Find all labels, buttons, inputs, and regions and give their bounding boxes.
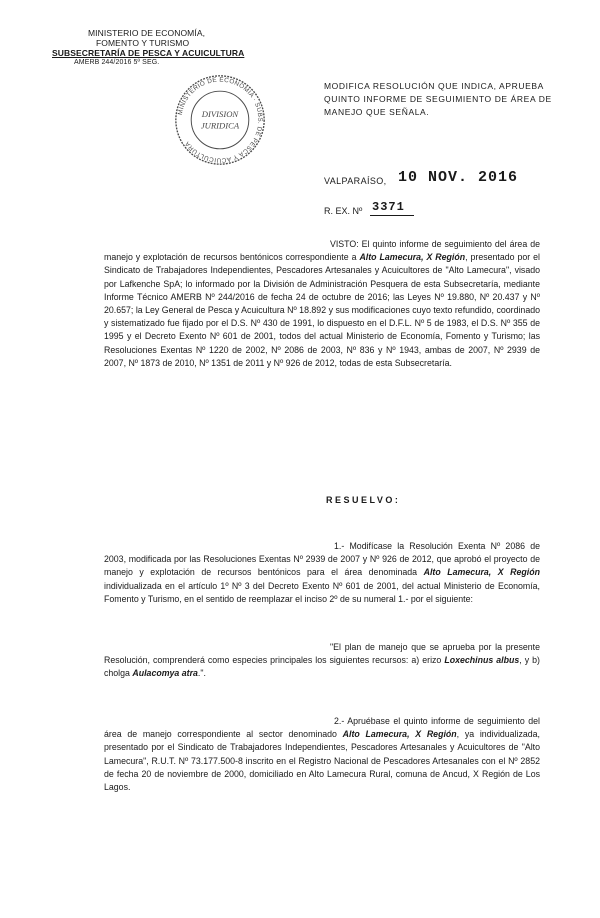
stamp-inner-line-2: JURIDICA bbox=[200, 120, 240, 131]
article-1-text-a: 1.- Modifícase la Resolución Exenta Nº 2086 de 2003, modificada por las Resoluciones Exentas Nº 2939 de 2007 y Nº 926 de 2012, que aprobó el proyecto de manejo y explotación de recursos bentónicos para el área denominada bbox=[104, 541, 540, 578]
title-line-1: MODIFICA RESOLUCIÓN QUE INDICA, APRUEBA bbox=[324, 81, 544, 91]
issue-date: 10 NOV. 2016 bbox=[398, 169, 519, 186]
quote-text-c: .". bbox=[197, 668, 206, 679]
article-1-text-b: individualizada en el artículo 1º Nº 3 del Decreto Exento Nº 601 de 2001, del actual Ministerio de Economía, Fomento y Turismo, en el sentido de reemplazar el inciso 2º de su numeral 1.- por el siguiente: bbox=[104, 580, 540, 604]
header-line-4: AMERB 244/2016 5º SEG. bbox=[74, 59, 160, 66]
visto-area-name: Alto Lamecura, X Región bbox=[359, 252, 466, 263]
quote-text-b: , y b) cholga bbox=[104, 655, 540, 679]
species-1: Loxechinus albus bbox=[444, 655, 520, 666]
article-1-area-name: Alto Lamecura, X Región bbox=[423, 567, 540, 578]
quoted-replacement-paragraph bbox=[104, 641, 540, 681]
visto-text-a: VISTO: El quinto informe de seguimiento del área de manejo y explotación de recursos bentónicos correspondiente a bbox=[104, 239, 540, 263]
visto-paragraph bbox=[104, 238, 540, 370]
article-2-paragraph bbox=[104, 715, 540, 794]
resolution-title bbox=[324, 80, 552, 119]
place-label: VALPARAÍSO, bbox=[324, 176, 387, 186]
article-2-text-a: 2.- Apruébase el quinto informe de seguimiento del área de manejo correspondiente al sector denominado bbox=[104, 716, 540, 740]
quote-text-a: "El plan de manejo que se aprueba por la presente Resolución, comprenderá como especies principales los siguientes recursos: a) erizo bbox=[104, 642, 540, 666]
header-line-2: FOMENTO Y TURISMO bbox=[96, 38, 190, 48]
header-line-3: SUBSECRETARÍA DE PESCA Y ACUICULTURA bbox=[52, 48, 245, 58]
article-2-area-name: Alto Lamecura, X Región bbox=[342, 729, 457, 740]
rex-number-underline bbox=[370, 215, 414, 216]
title-line-2: QUINTO INFORME DE SEGUIMIENTO DE ÁREA DE bbox=[324, 94, 552, 104]
rex-label: R. EX. Nº bbox=[324, 206, 363, 216]
species-2: Aulacomya atra bbox=[132, 668, 198, 679]
header-line-1: MINISTERIO DE ECONOMÍA, bbox=[88, 28, 206, 38]
ministry-header bbox=[52, 28, 245, 68]
article-1-paragraph bbox=[104, 540, 540, 606]
article-2-text-b: , ya individualizada, presentado por el Sindicato de Trabajadores Independientes, Pescadores Artesanales y Acuicultores de "Alto Lamecura", R.U.T. Nº 73.177.500-8 inscrito en el Registro Nacional de Pescadores Artesanales con el Nº 2852 de fecha 20 de noviembre de 2000, domiciliado en Alto Lamecura Rural, comuna de Ancud, X Región de Los Lagos. bbox=[104, 729, 541, 793]
visto-text-b: , presentado por el Sindicato de Trabajadores Independientes, Pescadores Artesanales y Acuicultores de "Alto Lamecura", visado por Lafkenche SpA; lo informado por la División de Administración Pesquera de esta Subsecretaría, mediante Informe Técnico AMERB Nº 244/2016 de fecha 24 de octubre de 2016; las Leyes Nº 19.880, Nº 20.437 y Nº 20.657; la Ley General de Pesca y Acuicultura Nº 18.892 y sus modificaciones cuyo texto refundido, coordinado y sistematizado fue fijado por el D.S. Nº 430 de 1991, lo dispuesto en el D.F.L. Nº 5 de 1983, el D.S. Nº 355 de 1995 y el Decreto Exento Nº 601 de 2001, todos del actual Ministerio de Economía, Fomento y Turismo; las Resoluciones Exentas Nº 1220 de 2002, Nº 2086 de 2003, Nº 836 y Nº 1943, ambas de 2007, Nº 2939 de 2007, Nº 1873 de 2010, Nº 1351 de 2011 y Nº 926 de 2012, todas de esta Subsecretaría. bbox=[104, 252, 540, 368]
title-line-3: MANEJO QUE SEÑALA. bbox=[324, 107, 430, 117]
rex-number: 3371 bbox=[372, 200, 405, 214]
resuelvo-heading: RESUELVO: bbox=[326, 495, 401, 505]
stamp-inner-line-1: DIVISION bbox=[201, 109, 239, 120]
stamp-outer-text: MINISTERIO DE ECONOMIA · SUBS. DE PESCA Y ACUICULTURA bbox=[176, 76, 264, 164]
division-juridica-stamp bbox=[172, 72, 268, 168]
